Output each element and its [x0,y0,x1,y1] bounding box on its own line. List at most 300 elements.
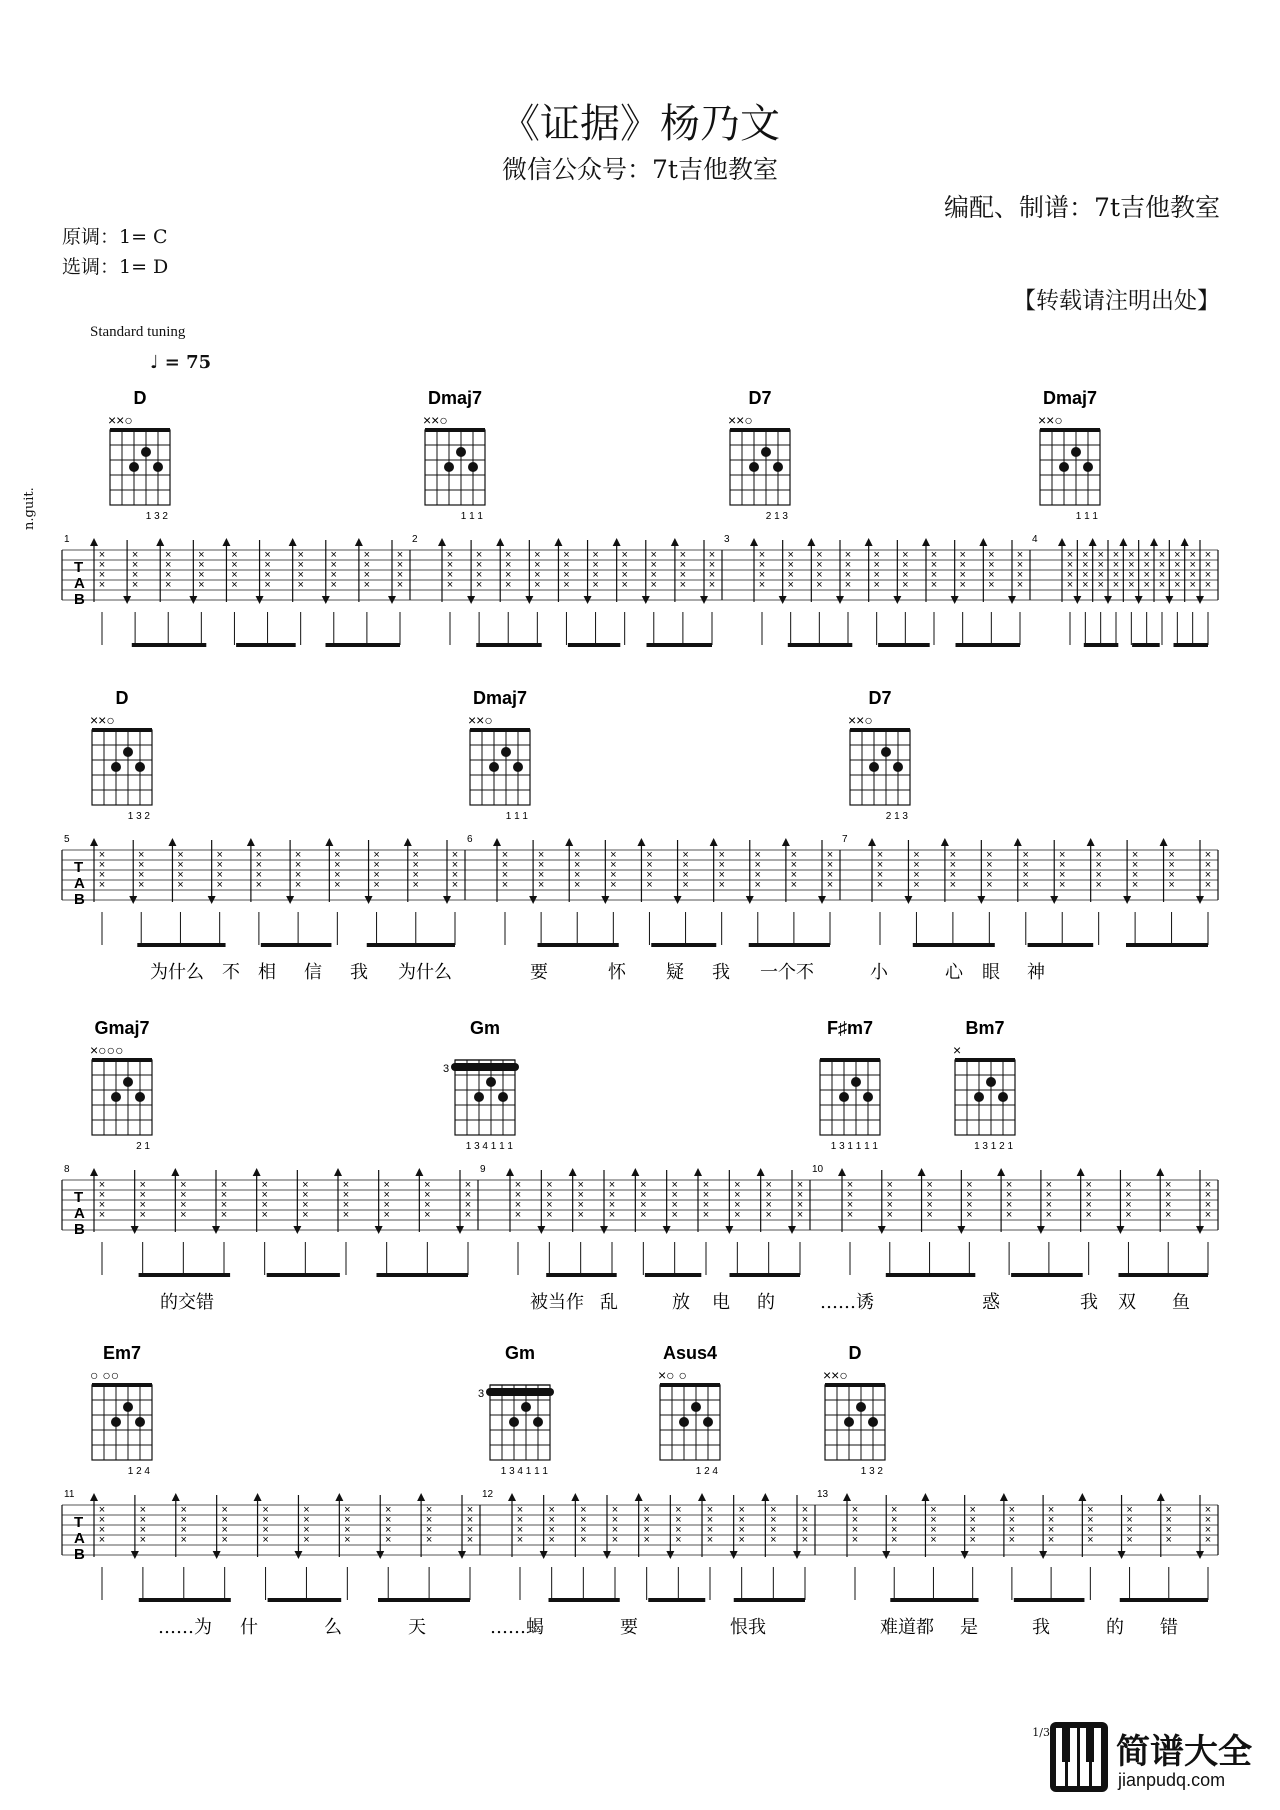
strum-mark [922,538,937,645]
svg-text:×: × [826,849,834,861]
svg-text:×: × [464,1179,472,1191]
tempo-marking [150,352,211,373]
svg-text:×: × [1143,579,1150,591]
instrument-label: n.guit. [22,487,37,530]
svg-text:×: × [1189,569,1196,581]
lyric-syllable: 我 [712,962,730,980]
svg-text:×: × [886,1199,893,1211]
svg-text:×: × [671,1179,678,1191]
svg-text:×: × [302,1209,309,1221]
svg-text:×: × [610,859,617,871]
chord-open-strings: ×○○○ [90,1042,124,1058]
lyric-syllable: 电 [712,1292,730,1310]
strum-mark [376,1495,391,1600]
strum-mark [836,540,851,645]
chord-fingering: 1 1 1 [460,511,483,522]
svg-text:×: × [738,1504,745,1516]
svg-text:×: × [537,879,545,891]
svg-text:×: × [640,1179,647,1191]
lyric-syllable: 的交错 [160,1292,214,1310]
strum-mark [388,540,403,645]
svg-text:×: × [294,869,302,881]
lyric-syllable: 眼 [982,962,1000,980]
tab-clef: T [74,559,84,576]
lyric-syllable: ……蝎 [490,1617,544,1635]
svg-text:×: × [754,859,761,871]
svg-text:×: × [302,1179,309,1191]
svg-text:×: × [1204,1199,1212,1211]
svg-text:×: × [926,1179,933,1191]
svg-text:×: × [592,569,599,581]
chord-name: Gm [504,1343,536,1363]
svg-text:×: × [1082,579,1089,591]
svg-text:×: × [424,1209,431,1221]
svg-text:×: × [1082,559,1089,571]
strum-mark [694,1168,709,1275]
chord-name: Dmaj7 [1042,388,1098,408]
svg-text:×: × [679,579,687,591]
chord-fingering: 2 1 [136,1141,150,1152]
lyric-syllable: ……为 [158,1617,212,1635]
strum-mark [674,840,689,945]
svg-text:×: × [891,1524,898,1536]
bar-number: 4 [1032,534,1038,545]
svg-text:×: × [708,559,716,571]
svg-text:×: × [220,1179,228,1191]
lyric-syllable: 的 [1106,1617,1124,1635]
svg-text:×: × [138,859,145,871]
svg-text:×: × [216,859,223,871]
svg-text:×: × [966,1189,973,1201]
svg-text:×: × [198,569,205,581]
chord-open-strings: ××○ [468,712,493,728]
svg-text:×: × [98,1524,106,1536]
svg-text:×: × [1016,549,1024,561]
svg-text:×: × [98,549,106,561]
svg-text:×: × [969,1504,976,1516]
bar-number: 11 [64,1489,75,1500]
svg-text:×: × [851,1504,859,1516]
svg-text:×: × [580,1534,587,1546]
svg-text:×: × [1066,549,1074,561]
svg-text:×: × [294,879,302,891]
strum-mark [782,838,797,945]
svg-text:×: × [563,569,570,581]
svg-text:×: × [165,549,172,561]
svg-text:×: × [1016,569,1024,581]
svg-text:×: × [621,579,628,591]
svg-text:×: × [165,569,172,581]
lyric-syllable: 乱 [600,1292,618,1310]
svg-text:×: × [1085,1209,1092,1221]
svg-text:×: × [816,579,823,591]
svg-text:×: × [303,1534,310,1546]
svg-text:×: × [330,559,337,571]
svg-text:×: × [383,1189,390,1201]
svg-text:×: × [1066,569,1074,581]
strum-mark [904,840,919,945]
svg-text:×: × [180,1209,187,1221]
svg-text:×: × [180,1534,187,1546]
strum-mark [961,1495,976,1600]
svg-text:×: × [873,549,880,561]
svg-text:×: × [611,1534,619,1546]
chord-open-strings: ×○ ○ [658,1367,687,1383]
chord-open-strings: ××○ [848,712,873,728]
svg-text:×: × [826,859,834,871]
strum-mark [1077,1168,1092,1275]
svg-text:×: × [262,1524,269,1536]
svg-text:×: × [608,1189,616,1201]
lyric-syllable: 难道都 [880,1617,934,1635]
svg-text:×: × [608,1199,616,1211]
svg-text:×: × [913,869,920,881]
strum-mark [289,538,304,645]
bar-number: 13 [817,1489,829,1500]
svg-text:×: × [264,579,271,591]
svg-text:×: × [577,1189,584,1201]
strum-mark [443,840,458,945]
svg-text:×: × [679,569,687,581]
strum-mark [1050,840,1065,945]
svg-text:×: × [770,1524,777,1536]
svg-text:×: × [1204,1514,1212,1526]
svg-text:×: × [621,549,628,561]
svg-text:×: × [801,1514,809,1526]
svg-text:×: × [342,1179,350,1191]
svg-text:×: × [383,1199,390,1211]
chord-fingering: 2 1 3 [765,511,788,522]
chord-diagram-F♯m7 [820,1018,880,1152]
chord-fingering: 1 2 4 [695,1466,718,1477]
svg-text:×: × [876,869,884,881]
chord-fingering: 1 3 2 [145,511,168,522]
lyric-syllable: 鱼 [1172,1292,1190,1310]
svg-text:×: × [180,1179,187,1191]
svg-text:×: × [514,1199,522,1211]
svg-text:×: × [650,579,657,591]
strum-mark [467,540,482,645]
chord-diagram-D [823,1343,885,1477]
svg-text:×: × [231,569,238,581]
lyric-syllable: 为什么 [150,962,204,980]
score-system-2 [0,680,1280,980]
svg-text:×: × [548,1514,555,1526]
svg-text:×: × [801,1534,809,1546]
svg-text:×: × [1165,1504,1172,1516]
svg-text:×: × [221,1504,228,1516]
strum-mark [90,838,105,945]
tab-clef: T [74,859,84,876]
svg-text:×: × [1045,1189,1053,1201]
svg-text:×: × [425,1534,433,1546]
svg-text:×: × [574,859,581,871]
strum-mark [554,538,569,645]
svg-text:×: × [297,549,304,561]
strum-mark [131,1495,146,1600]
svg-text:×: × [1095,849,1102,861]
strum-mark [635,1493,650,1600]
bar-number: 6 [467,834,473,845]
svg-text:×: × [1128,549,1135,561]
svg-text:×: × [131,549,139,561]
svg-text:×: × [770,1534,777,1546]
lyric-syllable: 要 [530,962,548,980]
tab-clef: B [74,891,85,908]
svg-text:×: × [330,569,337,581]
svg-text:×: × [930,1534,937,1546]
svg-text:×: × [98,569,106,581]
svg-text:×: × [1045,1199,1053,1211]
svg-text:×: × [261,1179,268,1191]
svg-text:×: × [412,859,419,871]
svg-text:×: × [139,1189,146,1201]
svg-text:×: × [1085,1199,1092,1211]
svg-text:×: × [464,1199,472,1211]
svg-text:×: × [302,1199,309,1211]
svg-text:×: × [451,849,459,861]
svg-text:×: × [546,1209,553,1221]
svg-text:×: × [373,869,380,881]
svg-text:×: × [1112,549,1120,561]
chord-name: D [133,388,147,408]
svg-text:×: × [926,1189,933,1201]
svg-text:×: × [826,869,834,881]
svg-text:×: × [475,549,483,561]
strum-mark [698,1493,713,1600]
svg-text:×: × [363,549,371,561]
svg-text:×: × [592,579,599,591]
svg-text:×: × [446,559,454,571]
strum-mark [1165,540,1180,645]
lyric-syllable: 神 [1027,962,1045,980]
svg-text:×: × [580,1524,587,1536]
strum-mark [1123,840,1138,945]
svg-text:×: × [621,559,628,571]
svg-text:×: × [303,1504,310,1516]
svg-text:×: × [180,1189,187,1201]
svg-text:×: × [1005,1179,1013,1191]
svg-text:×: × [787,549,794,561]
svg-text:×: × [139,1534,147,1546]
svg-text:×: × [220,1209,228,1221]
svg-text:×: × [1022,849,1029,861]
strum-mark [700,540,715,645]
strum-mark [189,540,204,645]
svg-text:×: × [1204,849,1212,861]
svg-text:×: × [425,1524,433,1536]
strum-mark [529,840,544,945]
svg-text:×: × [646,879,653,891]
svg-text:×: × [383,1179,390,1191]
chord-name: Em7 [102,1343,142,1363]
svg-text:×: × [611,1514,619,1526]
svg-text:×: × [1204,559,1212,571]
svg-text:×: × [385,1534,392,1546]
svg-text:×: × [754,849,761,861]
chord-name: Gm [469,1018,501,1038]
svg-text:×: × [913,859,920,871]
svg-text:×: × [1022,869,1029,881]
svg-text:×: × [451,879,459,891]
chord-diagram-Asus4 [658,1343,720,1477]
svg-text:×: × [891,1504,898,1516]
score-system-3 [0,1010,1280,1310]
svg-text:×: × [986,849,993,861]
svg-text:×: × [1095,859,1102,871]
svg-text:×: × [98,859,106,871]
svg-text:×: × [844,569,852,581]
strum-mark [537,1170,552,1275]
svg-text:×: × [475,579,483,591]
svg-text:×: × [139,1514,147,1526]
svg-text:×: × [548,1524,555,1536]
svg-text:×: × [297,579,304,591]
chord-name: Bm7 [965,1018,1005,1038]
svg-text:×: × [643,1524,650,1536]
selected-key: 选调：1= D [62,256,169,278]
strum-mark [1196,1495,1211,1600]
svg-text:×: × [424,1179,431,1191]
svg-text:×: × [679,559,687,571]
svg-text:×: × [988,559,995,571]
svg-text:×: × [1204,569,1212,581]
tab-clef: T [74,1189,84,1206]
svg-text:×: × [1112,559,1120,571]
svg-text:×: × [1087,1514,1094,1526]
svg-text:×: × [466,1524,474,1536]
strum-mark [123,540,138,645]
chord-fingering: 1 3 4 1 1 1 [465,1141,513,1152]
strum-mark [921,1493,936,1600]
svg-text:×: × [949,859,957,871]
strum-mark [569,1168,584,1275]
chord-name: Dmaj7 [472,688,528,708]
strum-mark [666,1495,681,1600]
strum-mark [253,1168,268,1275]
chord-diagram-Gmaj7 [90,1018,152,1152]
svg-text:×: × [873,569,880,581]
svg-text:×: × [679,549,687,561]
tab-clef: T [74,1514,84,1531]
svg-text:×: × [643,1504,650,1516]
svg-text:×: × [255,879,263,891]
svg-text:×: × [334,879,341,891]
chord-fingering: 1 3 2 [860,1466,883,1477]
strum-mark [90,538,105,645]
svg-text:×: × [231,549,238,561]
svg-text:×: × [466,1504,474,1516]
svg-text:×: × [514,1179,522,1191]
svg-text:×: × [913,879,920,891]
svg-text:×: × [949,869,957,881]
strum-mark [1014,838,1029,945]
strum-mark [1135,540,1150,645]
svg-text:×: × [1174,579,1181,591]
svg-text:×: × [330,579,337,591]
svg-text:×: × [754,869,761,881]
svg-text:×: × [255,859,263,871]
svg-text:×: × [412,879,419,891]
svg-text:×: × [303,1524,310,1536]
lyric-syllable: 放 [672,1292,690,1310]
strum-mark [334,1168,349,1275]
svg-text:×: × [959,559,966,571]
svg-text:×: × [537,869,545,881]
svg-text:×: × [98,1209,106,1221]
svg-text:×: × [1008,1534,1016,1546]
svg-text:×: × [446,549,454,561]
svg-text:×: × [1168,849,1175,861]
svg-text:×: × [1082,569,1089,581]
svg-text:×: × [98,869,106,881]
lyric-syllable: 双 [1118,1292,1136,1310]
svg-text:×: × [177,849,184,861]
svg-text:×: × [1189,579,1196,591]
svg-text:×: × [198,579,205,591]
lyric-syllable: 惑 [982,1292,1000,1310]
svg-text:×: × [1085,1179,1092,1191]
strum-mark [1000,1493,1015,1600]
svg-text:×: × [765,1199,772,1211]
svg-text:×: × [1189,559,1196,571]
svg-text:×: × [180,1514,187,1526]
chord-fret-number: 3 [443,1063,450,1075]
chord-fingering: 1 3 1 1 1 1 [830,1141,878,1152]
svg-text:×: × [734,1199,741,1211]
lyric-syllable: 恨我 [730,1617,766,1635]
svg-text:×: × [1097,579,1104,591]
strum-mark [584,540,599,645]
strum-mark [725,1170,740,1275]
svg-text:×: × [787,569,794,581]
svg-text:×: × [1112,579,1120,591]
svg-text:×: × [1008,1514,1016,1526]
svg-text:×: × [1174,559,1181,571]
svg-text:×: × [1165,1524,1172,1536]
tab-clef: B [74,1546,85,1563]
svg-text:×: × [574,869,581,881]
strum-mark [525,540,540,645]
strum-mark [286,840,301,945]
svg-text:×: × [139,1179,146,1191]
strum-mark [941,838,956,945]
svg-text:×: × [1059,849,1066,861]
strum-mark [1196,1170,1211,1275]
strum-mark [540,1495,555,1600]
svg-text:×: × [886,1189,893,1201]
svg-text:×: × [1168,859,1175,871]
tempo-value: = 75 [164,352,212,373]
strum-mark [171,1168,186,1275]
svg-text:×: × [580,1504,587,1516]
svg-text:×: × [930,579,938,591]
strum-mark [213,1495,228,1600]
svg-text:×: × [718,849,725,861]
strum-mark [807,538,822,645]
svg-text:×: × [505,549,512,561]
svg-text:×: × [1128,579,1135,591]
svg-text:×: × [1125,1179,1132,1191]
svg-text:×: × [574,849,581,861]
svg-text:×: × [165,559,172,571]
chord-diagram-Bm7 [953,1018,1015,1152]
svg-text:×: × [738,1514,745,1526]
svg-text:×: × [548,1534,555,1546]
svg-text:×: × [537,859,545,871]
svg-text:×: × [220,1199,228,1211]
svg-text:×: × [902,559,909,571]
